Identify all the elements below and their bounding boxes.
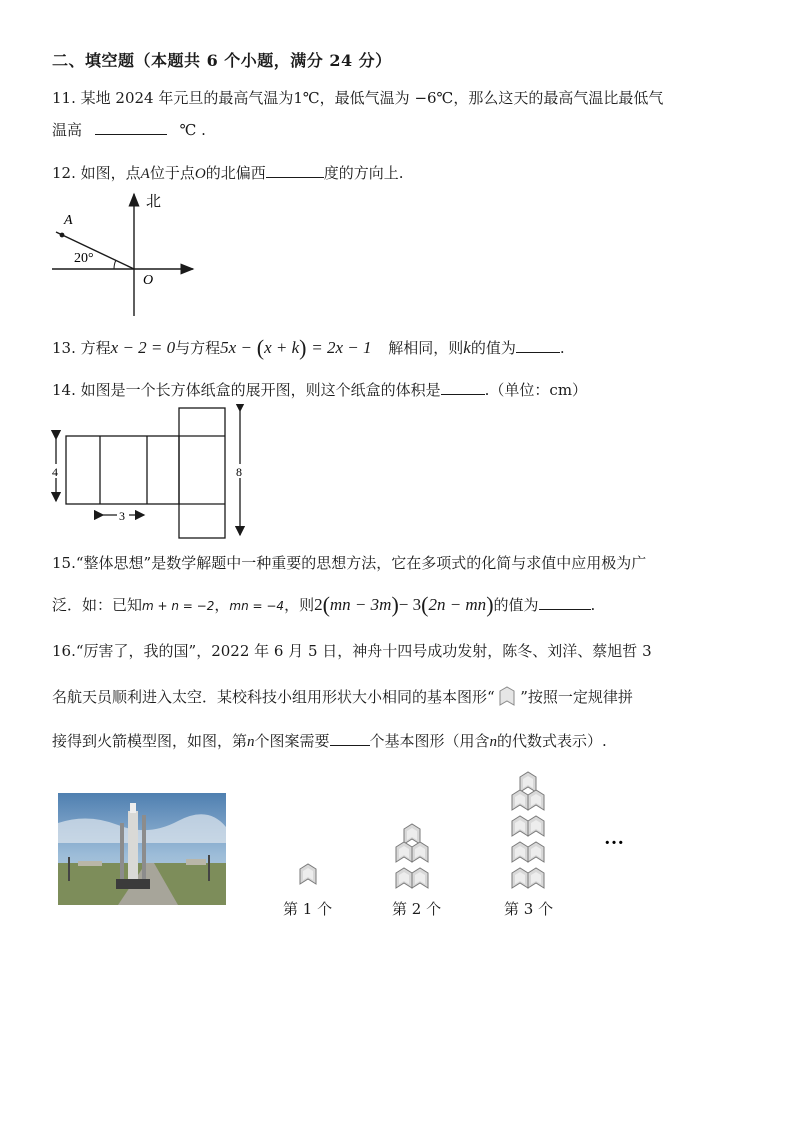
answer-blank[interactable] (539, 595, 591, 610)
answer-blank[interactable] (95, 120, 167, 135)
origin-label: O (143, 273, 154, 288)
question-15-line1 (52, 553, 646, 573)
question-text: “整体思想”是数学解题中一种重要的思想方法，它在多项式的化简与求值中应用极为广 (75, 554, 647, 572)
label-8: 8 (236, 465, 242, 479)
pattern-figure-3 (512, 772, 544, 888)
question-number: 16. (52, 642, 76, 660)
box-net-diagram (46, 404, 256, 542)
point-a-label: A (64, 213, 73, 228)
pattern-figure-1 (300, 864, 316, 884)
question-text: 的值为 (493, 596, 539, 614)
question-number: 13. (52, 339, 76, 357)
variable-k: k (463, 338, 471, 357)
question-text: 度的方向上. (323, 164, 404, 182)
question-text: 的代数式表示）. (497, 732, 607, 750)
question-text: ℃ . (179, 121, 206, 139)
equation-2-part: 5x − (220, 338, 252, 357)
question-number: 15. (52, 554, 76, 572)
variable-n: n (489, 734, 498, 750)
question-16-line1 (52, 641, 652, 661)
question-text: 温高 (52, 121, 83, 139)
rocket-launch-photo (58, 793, 226, 905)
question-text: . (590, 596, 596, 614)
label-3: 3 (119, 509, 125, 523)
question-text: ，则 (284, 596, 315, 614)
question-11-line2 (52, 120, 206, 140)
point-a-dot (60, 233, 65, 238)
question-text: 解相同，则 (388, 339, 464, 357)
section-title: 二、填空题（本题共 6 个小题，满分 24 分） (52, 51, 392, 70)
angle-label: 20° (74, 251, 94, 266)
north-label: 北 (146, 194, 162, 210)
question-text: ， (214, 596, 230, 614)
pattern-label-3: 第 3 个 (504, 900, 554, 918)
question-text: 的值为 (470, 339, 516, 357)
question-16-line2 (52, 686, 633, 707)
question-number: 11. (52, 89, 76, 107)
question-11-line1 (52, 88, 663, 108)
expression-inner: 2n − mn (428, 595, 487, 614)
question-text: 个基本图形（用含 (369, 732, 490, 750)
variable-n: n (247, 734, 255, 750)
net-strip (66, 436, 179, 504)
question-text: 接得到火箭模型图，如图，第 (52, 732, 248, 750)
question-13: 13. 方程x − 2 = 0与方程5x − (x + k) = 2x − 1 解相同，则k的值为 . (52, 335, 565, 360)
answer-blank[interactable] (266, 163, 324, 178)
equation-2-inner: x + k (264, 338, 300, 357)
question-text: 位于点 (149, 164, 195, 182)
condition-1: m + n = −2 (142, 599, 215, 613)
expression-part: 2 (314, 595, 323, 614)
question-16-line3 (52, 731, 607, 752)
point-o: O (194, 166, 206, 182)
question-text: 如图，点 (80, 164, 141, 182)
question-number: 12. (52, 164, 76, 182)
angle-arc (114, 260, 116, 269)
question-text: . (559, 339, 565, 357)
label-4: 4 (52, 465, 58, 479)
ray-oa (56, 232, 134, 269)
pattern-figure-2 (396, 824, 428, 888)
question-text: 与方程 (175, 339, 221, 357)
chevron-shape-icon (499, 686, 515, 706)
compass-diagram (48, 188, 208, 320)
question-text: .（单位：cm） (484, 381, 588, 399)
question-text: 个图案需要 (254, 732, 330, 750)
pattern-label-2: 第 2 个 (392, 900, 442, 918)
expression-inner: mn − 3m (329, 595, 392, 614)
question-text: ”按照一定规律拼 (520, 688, 633, 706)
equation-2-part: = 2x − 1 (311, 338, 372, 357)
point-a: A (140, 166, 150, 182)
question-text: 某地 2024 年元旦的最高气温为1℃，最低气温为 −6℃，那么这天的最高气温比最低气 (80, 89, 664, 107)
answer-blank[interactable] (516, 338, 560, 353)
question-text: 的北偏西 (205, 164, 266, 182)
question-15-line2: 泛．如：已知m + n = −2，mn = −4，则2(mn − 3m)− 3(2n − mn)的值为 . (52, 592, 596, 617)
question-text: “厉害了，我的国”，2022 年 6 月 5 日，神舟十四号成功发射，陈冬、刘洋、蔡旭哲 3 (75, 642, 652, 660)
question-text: 如图是一个长方体纸盒的展开图，则这个纸盒的体积是 (80, 381, 441, 399)
expression-part: − 3 (398, 595, 422, 614)
question-text: 方程 (80, 339, 111, 357)
answer-blank[interactable] (330, 731, 370, 746)
answer-blank[interactable] (441, 380, 485, 395)
question-text: 名航天员顺利进入太空．某校科技小组用形状大小相同的基本图形“ (52, 688, 495, 706)
condition-2: mn = −4 (229, 599, 285, 613)
ellipsis: … (604, 827, 624, 849)
equation-1: x − 2 = 0 (110, 338, 176, 357)
question-12 (52, 163, 403, 184)
pattern-label-1: 第 1 个 (283, 900, 333, 918)
net-tall-face (179, 408, 225, 538)
question-14 (52, 380, 587, 400)
question-text: 泛．如：已知 (52, 596, 143, 614)
question-number: 14. (52, 381, 76, 399)
